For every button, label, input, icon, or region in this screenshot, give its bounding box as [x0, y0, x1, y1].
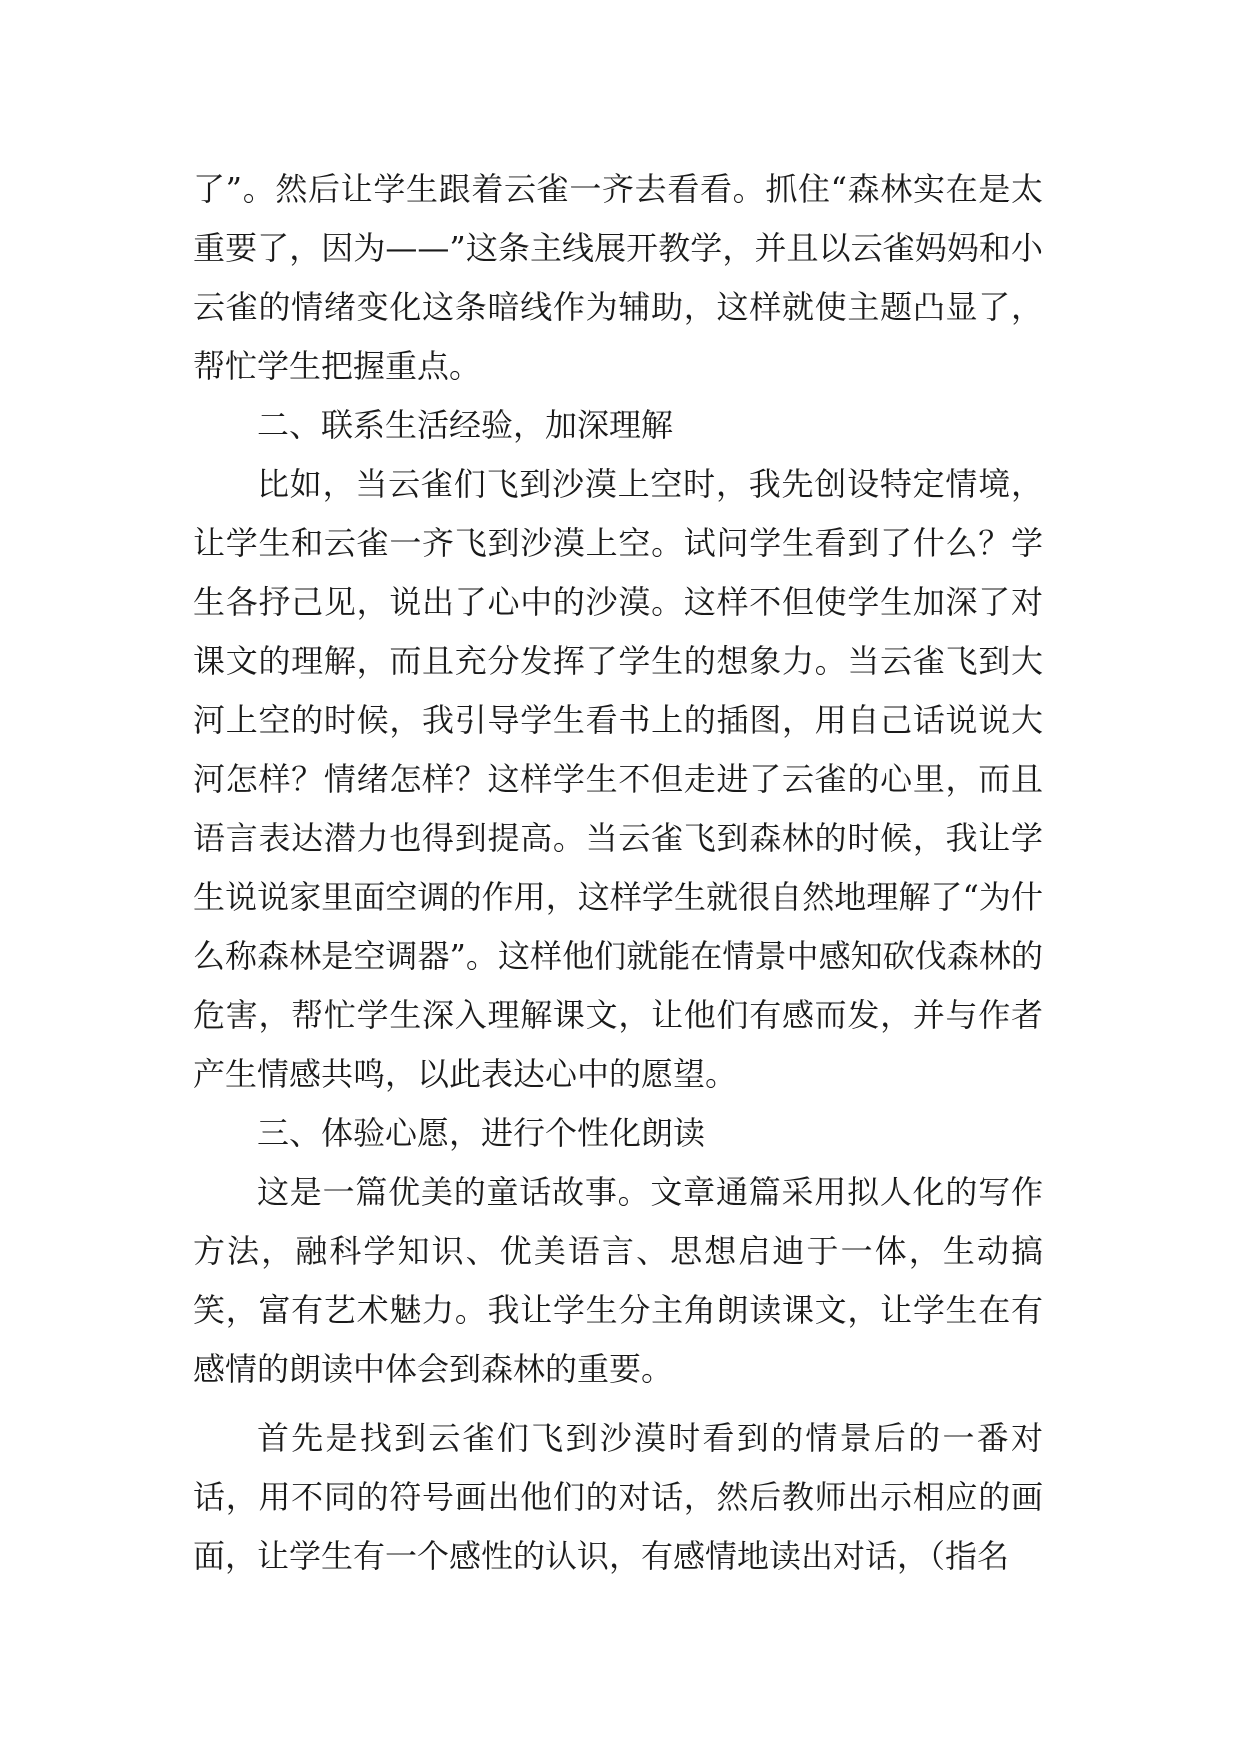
paragraph-dialogue: 首先是找到云雀们飞到沙漠时看到的情景后的一番对话，用不同的符号画出他们的对话，然后教师出示相应的画面，让学生有一个感性的认识，有感情地读出对话，（指名	[193, 1419, 1043, 1575]
paragraph-fairy-tale: 这是一篇优美的童话故事。文章通篇采用拟人化的写作方法，融科学知识、优美语言、思想启迪于一体，生动搞笑，富有艺术魅力。我让学生分主角朗读课文，让学生在有感情的朗读中体会到森林的重要。	[193, 1173, 1043, 1388]
document-body	[193, 160, 1043, 1586]
paragraph-life-experience: 比如，当云雀们飞到沙漠上空时，我先创设特定情境，让学生和云雀一齐飞到沙漠上空。试问学生看到了什么？学生各抒己见，说出了心中的沙漠。这样不但使学生加深了对课文的理解，而且充分发挥了学生的想象力。当云雀飞到大河上空的时候，我引导学生看书上的插图，用自己话说说大河怎样？情绪怎样？这样学生不但走进了云雀的心里，而且语言表达潜力也得到提高。当云雀飞到森林的时候，我让学生说说家里面空调的作用，这样学生就很自然地理解了“为什么称森林是空调器”。这样他们就能在情景中感知砍伐森林的危害，帮忙学生深入理解课文，让他们有感而发，并与作者产生情感共鸣，以此表达心中的愿望。	[193, 465, 1043, 1093]
section-heading-2: 二、联系生活经验，加深理解	[257, 406, 674, 444]
paragraph-continued: 了”。然后让学生跟着云雀一齐去看看。抓住“森林实在是太重要了，因为——”这条主线展开教学，并且以云雀妈妈和小云雀的情绪变化这条暗线作为辅助，这样就使主题凸显了，帮忙学生把握重点。	[193, 170, 1043, 385]
section-heading-3: 三、体验心愿，进行个性化朗读	[257, 1114, 706, 1152]
